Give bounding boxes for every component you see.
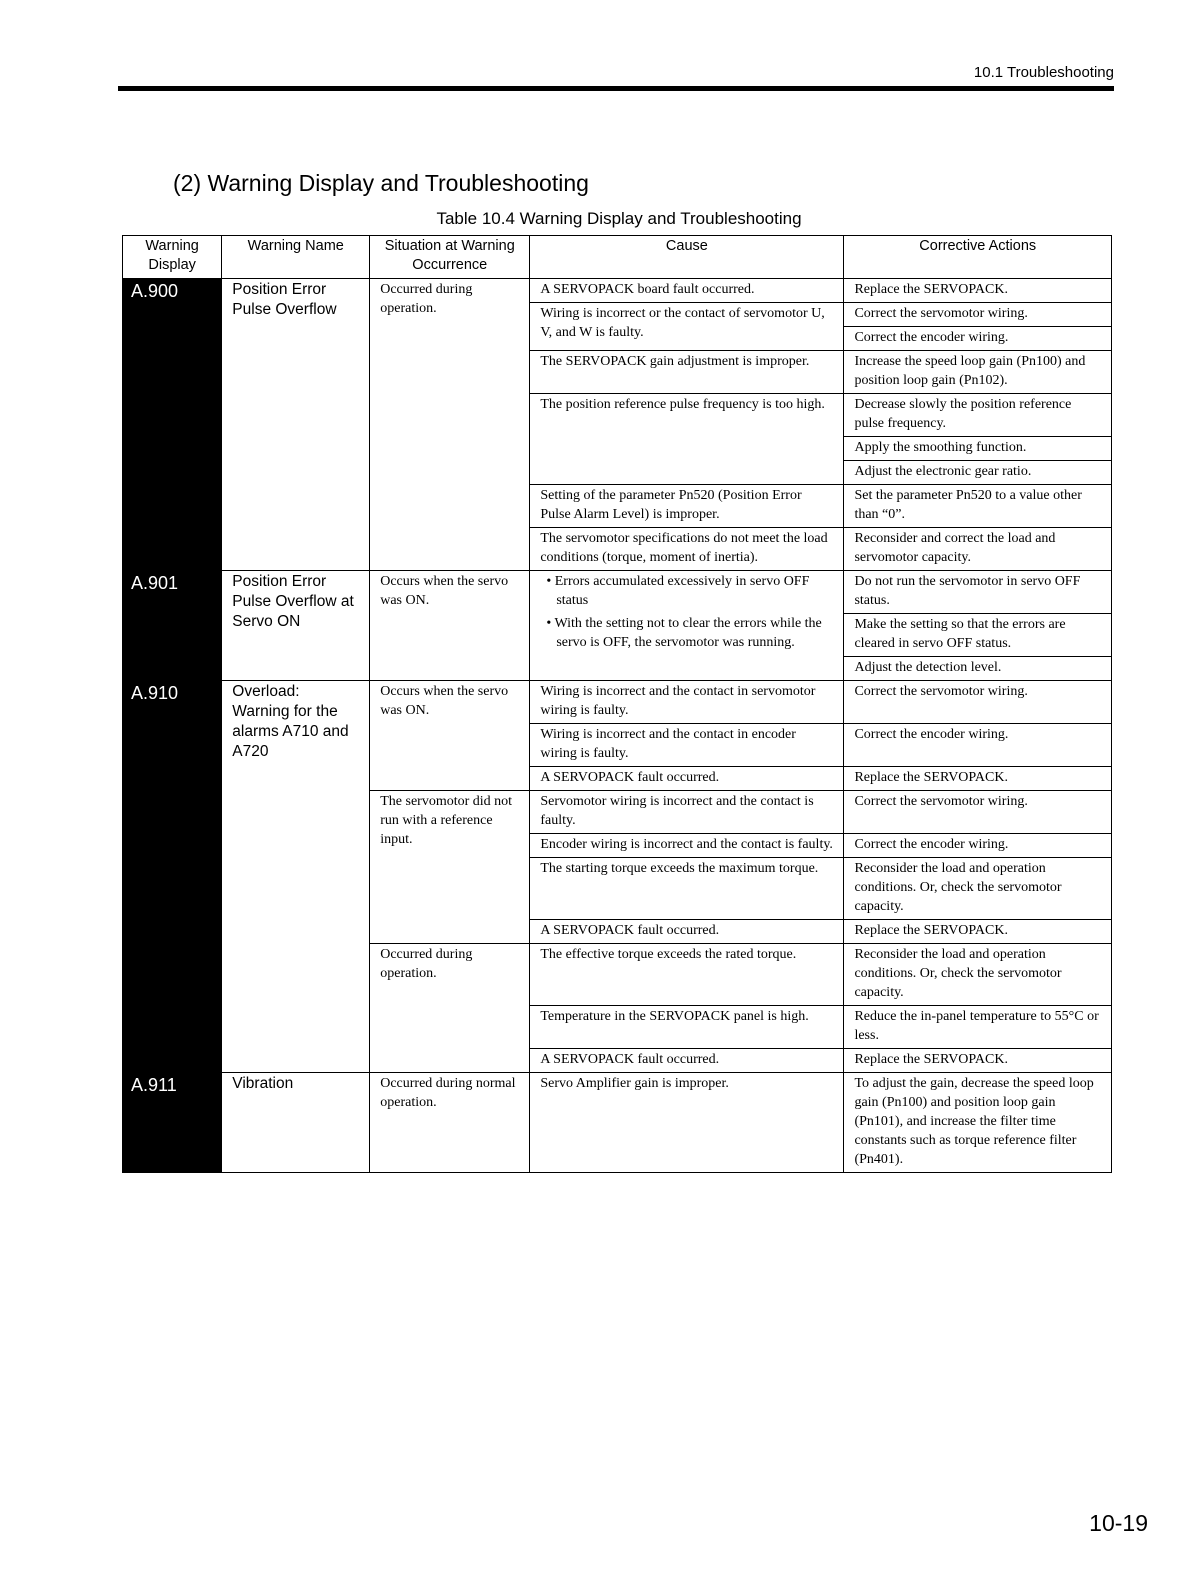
warning-name: Vibration	[222, 1073, 370, 1173]
cause: The servomotor specifications do not meet the load conditions (torque, moment of inertia).	[530, 528, 844, 571]
cause: Wiring is incorrect or the contact of servomotor U, V, and W is faulty.	[530, 303, 844, 351]
cause: Setting of the parameter Pn520 (Position Error Pulse Alarm Level) is improper.	[530, 485, 844, 528]
corrective-action: To adjust the gain, decrease the speed loop gain (Pn100) and position loop gain (Pn101), and increase the filter time constants such as torque reference filter (Pn401).	[844, 1073, 1112, 1173]
warning-code: A.901	[123, 571, 222, 681]
corrective-action: Correct the encoder wiring.	[844, 327, 1112, 351]
table-row	[123, 681, 1112, 724]
corrective-action: Replace the SERVOPACK.	[844, 279, 1112, 303]
corrective-action: Reconsider and correct the load and servomotor capacity.	[844, 528, 1112, 571]
col-corrective-actions: Corrective Actions	[844, 236, 1112, 279]
cause: The SERVOPACK gain adjustment is improper.	[530, 351, 844, 394]
corrective-action: Correct the servomotor wiring.	[844, 681, 1112, 724]
situation: Occurred during operation.	[370, 944, 530, 1073]
page-number: 10-19	[1089, 1510, 1148, 1536]
col-situation: Situation at Warning Occurrence	[370, 236, 530, 279]
corrective-action: Correct the encoder wiring.	[844, 724, 1112, 767]
corrective-action: Reconsider the load and operation conditions. Or, check the servomotor capacity.	[844, 944, 1112, 1006]
running-header: 10.1 Troubleshooting	[973, 64, 1114, 81]
table-row	[123, 1073, 1112, 1173]
warning-code: A.900	[123, 279, 222, 571]
cause: Wiring is incorrect and the contact in servomotor wiring is faulty.	[530, 681, 844, 724]
warning-name: Position Error Pulse Overflow at Servo ON	[222, 571, 370, 681]
situation: Occurred during operation.	[370, 279, 530, 571]
warning-name: Position Error Pulse Overflow	[222, 279, 370, 571]
cause: The effective torque exceeds the rated torque.	[530, 944, 844, 1006]
warning-name: Overload: Warning for the alarms A710 and A720	[222, 681, 370, 1073]
table-header-row	[123, 236, 1112, 279]
cause: The starting torque exceeds the maximum torque.	[530, 858, 844, 920]
section-title: (2) Warning Display and Troubleshooting	[173, 170, 589, 196]
corrective-action: Adjust the electronic gear ratio.	[844, 461, 1112, 485]
cause-bullet: • Errors accumulated excessively in servo OFF status	[546, 574, 810, 608]
cause: Temperature in the SERVOPACK panel is high.	[530, 1006, 844, 1049]
warning-code: A.911	[123, 1073, 222, 1173]
situation: Occurs when the servo was ON.	[370, 571, 530, 681]
table-row	[123, 571, 1112, 614]
cause: A SERVOPACK fault occurred.	[530, 767, 844, 791]
header-rule	[118, 86, 1114, 91]
corrective-action: Set the parameter Pn520 to a value other than “0”.	[844, 485, 1112, 528]
corrective-action: Replace the SERVOPACK.	[844, 920, 1112, 944]
corrective-action: Reduce the in-panel temperature to 55°C or less.	[844, 1006, 1112, 1049]
corrective-action: Correct the servomotor wiring.	[844, 791, 1112, 834]
cause: Servo Amplifier gain is improper.	[530, 1073, 844, 1173]
table-caption: Table 10.4 Warning Display and Troubleshooting	[436, 209, 802, 228]
corrective-action: Apply the smoothing function.	[844, 437, 1112, 461]
cause-bullet: • With the setting not to clear the errors while the servo is OFF, the servomotor was running.	[546, 616, 822, 650]
table-row	[123, 279, 1112, 303]
cause: Wiring is incorrect and the contact in encoder wiring is faulty.	[530, 724, 844, 767]
corrective-action: Replace the SERVOPACK.	[844, 767, 1112, 791]
corrective-action: Reconsider the load and operation conditions. Or, check the servomotor capacity.	[844, 858, 1112, 920]
corrective-action: Increase the speed loop gain (Pn100) and position loop gain (Pn102).	[844, 351, 1112, 394]
situation: Occurred during normal operation.	[370, 1073, 530, 1173]
col-warning-name: Warning Name	[222, 236, 370, 279]
corrective-action: Decrease slowly the position reference pulse frequency.	[844, 394, 1112, 437]
cause	[530, 571, 844, 681]
cause: The position reference pulse frequency is too high.	[530, 394, 844, 485]
corrective-action: Do not run the servomotor in servo OFF status.	[844, 571, 1112, 614]
situation: Occurs when the servo was ON.	[370, 681, 530, 791]
corrective-action: Replace the SERVOPACK.	[844, 1049, 1112, 1073]
cause: A SERVOPACK fault occurred.	[530, 920, 844, 944]
cause: A SERVOPACK fault occurred.	[530, 1049, 844, 1073]
cause: A SERVOPACK board fault occurred.	[530, 279, 844, 303]
corrective-action: Adjust the detection level.	[844, 657, 1112, 681]
warning-table	[122, 235, 1112, 1173]
corrective-action: Correct the encoder wiring.	[844, 834, 1112, 858]
col-cause: Cause	[530, 236, 844, 279]
corrective-action: Correct the servomotor wiring.	[844, 303, 1112, 327]
corrective-action: Make the setting so that the errors are cleared in servo OFF status.	[844, 614, 1112, 657]
col-warning-display: Warning Display	[123, 236, 222, 279]
cause: Servomotor wiring is incorrect and the contact is faulty.	[530, 791, 844, 834]
warning-code: A.910	[123, 681, 222, 1073]
cause: Encoder wiring is incorrect and the contact is faulty.	[530, 834, 844, 858]
situation: The servomotor did not run with a reference input.	[370, 791, 530, 944]
